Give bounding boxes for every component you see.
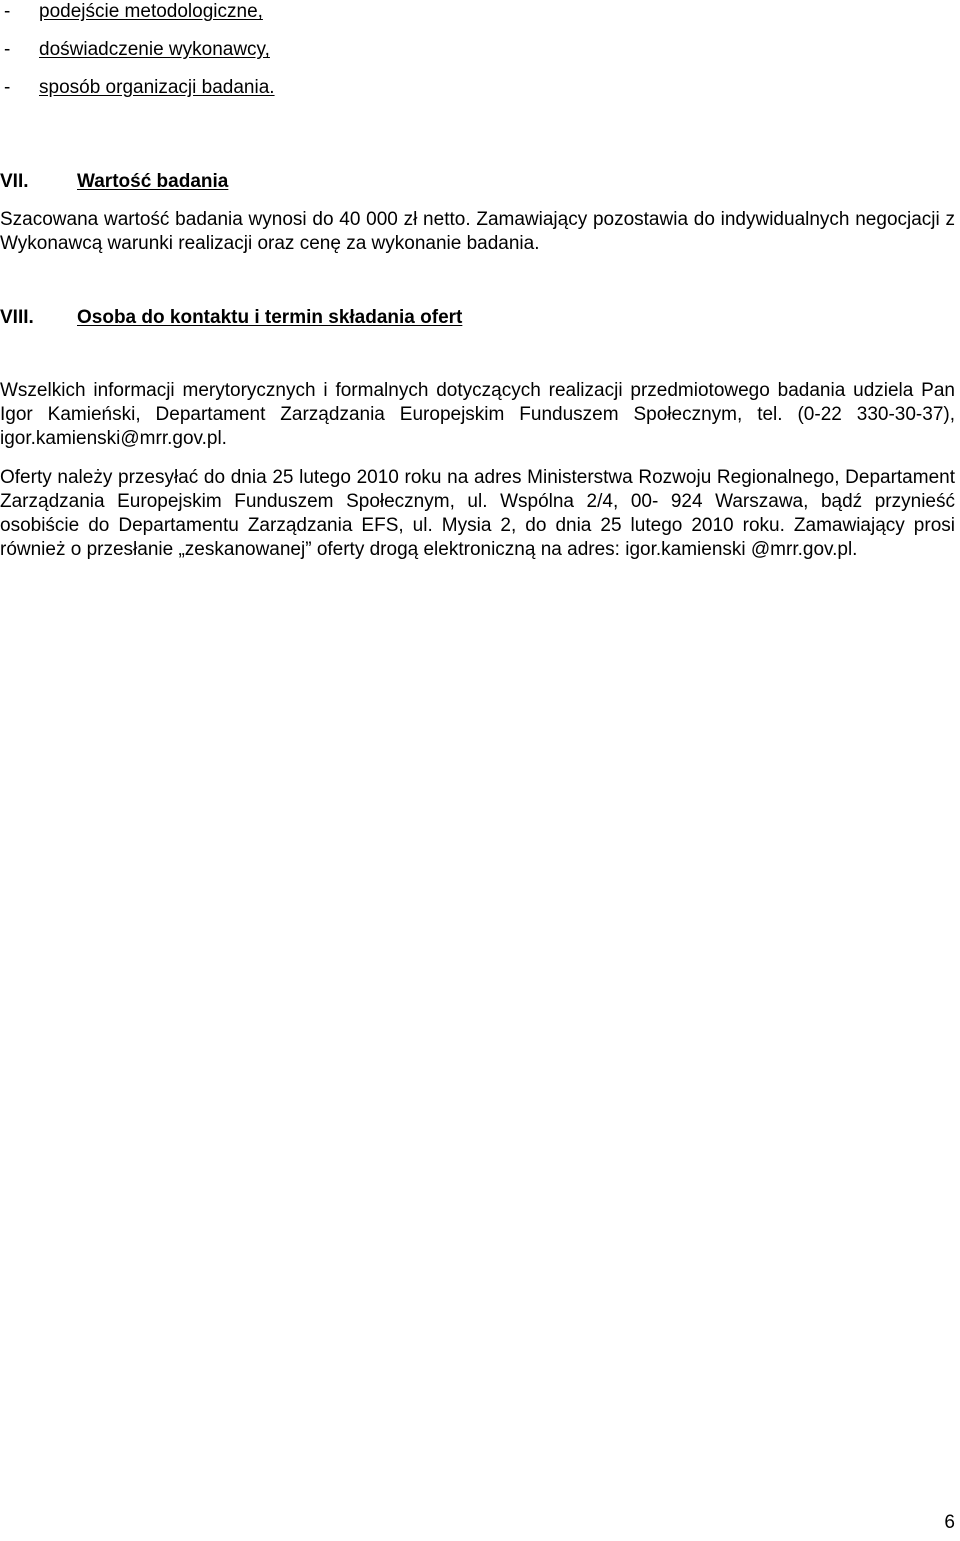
section-vii-paragraph: Szacowana wartość badania wynosi do 40 000 zł netto. Zamawiający pozostawia do indywidualnych negocjacji z Wykonawcą warunki realizacji oraz cenę za wykonanie badania. xyxy=(0,209,955,254)
section-number: VII. xyxy=(0,171,29,192)
list-item-text: podejście metodologiczne, xyxy=(39,1,263,22)
list-item-text: doświadczenie wykonawcy, xyxy=(39,39,270,60)
list-dash: - xyxy=(4,39,11,60)
list-item-text: sposób organizacji badania. xyxy=(39,77,275,98)
list-dash: - xyxy=(4,77,11,98)
offer-submission-paragraph: Oferty należy przesyłać do dnia 25 lutego 2010 roku na adres Ministerstwa Rozwoju Regionalnego, Departament Zarządzania Europejskim Funduszem Społecznym, ul. Wspólna 2/4, 00- 924 Warszawa, bądź przynieść osobiście do Departamentu Zarządzania EFS, ul. Mysia 2, do dnia 25 lutego 2010 roku. Zamawiający prosi również o przesłanie „zeskanowanej” oferty drogą elektroniczną na adres: igor.kamienski @mrr.gov.pl. xyxy=(0,467,955,560)
section-title: Osoba do kontaktu i termin składania ofert xyxy=(77,307,463,328)
section-title: Wartość badania xyxy=(77,171,229,192)
page-number: 6 xyxy=(944,1512,955,1533)
contact-paragraph: Wszelkich informacji merytorycznych i formalnych dotyczących realizacji przedmiotowego badania udziela Pan Igor Kamieński, Departament Zarządzania Europejskim Funduszem Społecznym, tel. (0-22 330-30-37), igor.kamienski@mrr.gov.pl. xyxy=(0,380,955,449)
section-number: VIII. xyxy=(0,307,34,328)
list-dash: - xyxy=(4,1,11,22)
